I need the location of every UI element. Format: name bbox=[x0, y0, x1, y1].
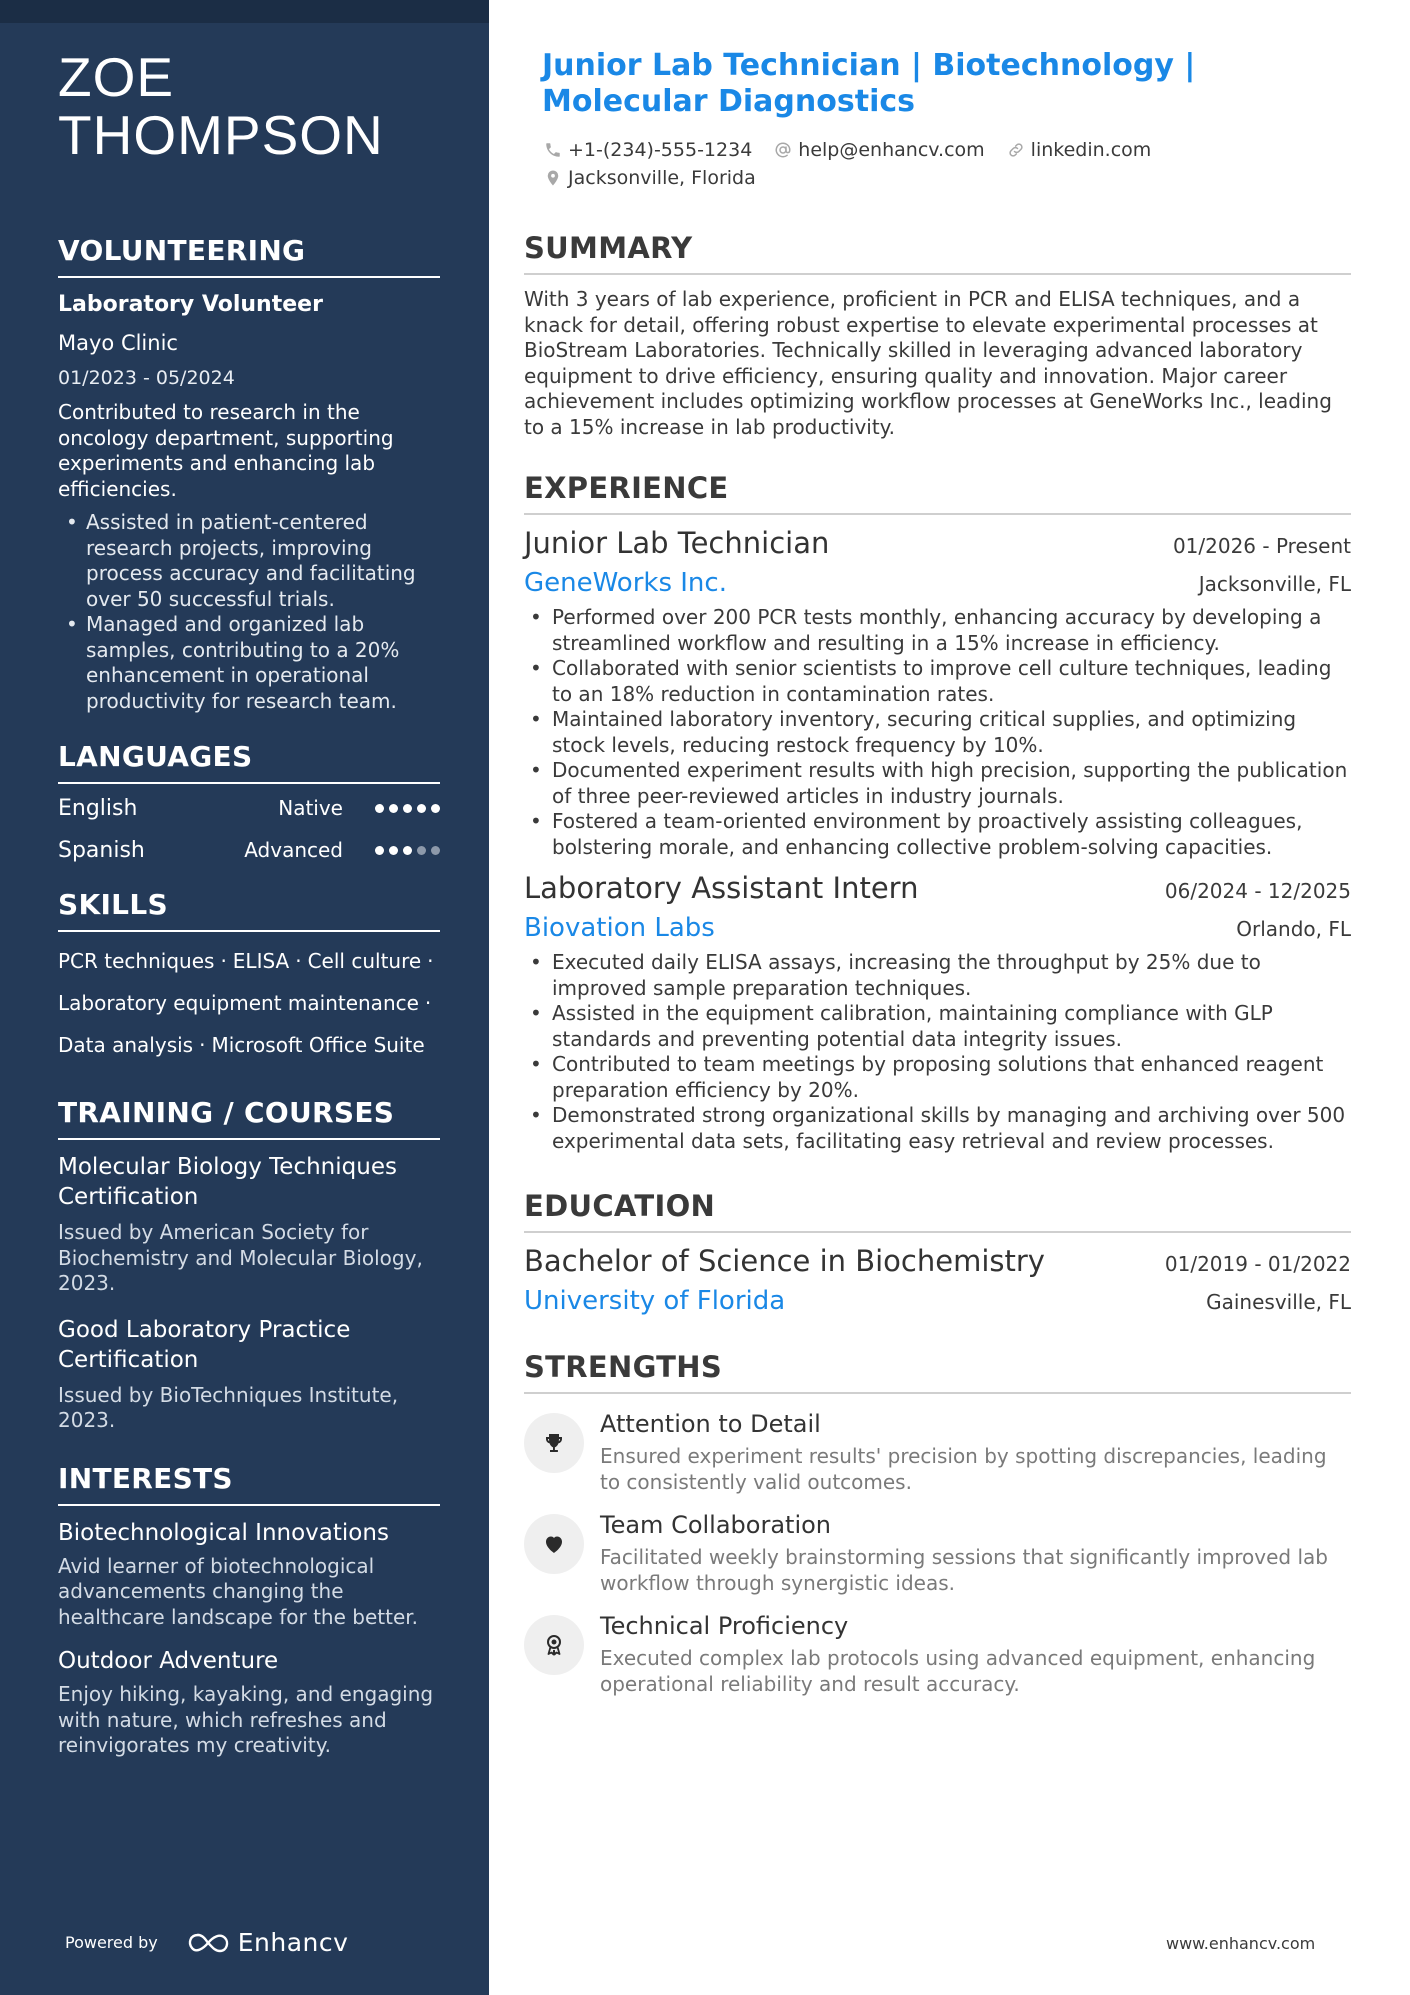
job-location: Jacksonville, FL bbox=[1198, 572, 1351, 596]
award-icon bbox=[524, 1615, 584, 1675]
rating-dot-filled bbox=[403, 846, 412, 855]
strengths-section bbox=[524, 1349, 1351, 1697]
language-level: Advanced bbox=[244, 838, 343, 862]
job-company: Biovation Labs bbox=[524, 913, 715, 943]
job-bullet: • Maintained laboratory inventory, securing critical supplies, and optimizing stock levels, reducing restock frequency by 10%. bbox=[524, 707, 1351, 758]
interests-heading: INTERESTS bbox=[58, 1462, 440, 1506]
job-dates: 06/2024 - 12/2025 bbox=[1164, 879, 1351, 903]
course-description: Issued by BioTechniques Institute, 2023. bbox=[58, 1382, 399, 1432]
strength-item bbox=[524, 1509, 1351, 1596]
school-location: Gainesville, FL bbox=[1206, 1290, 1351, 1314]
location-pin-icon bbox=[544, 168, 562, 188]
volunteer-bullet: • Assisted in patient-centered research projects, improving process accuracy and facilitating over 50 successful trials. bbox=[58, 510, 440, 612]
rating-dot-filled bbox=[375, 846, 384, 855]
heart-icon bbox=[524, 1514, 584, 1574]
job-bullet: • Documented experiment results with high precision, supporting the publication of three peer-reviewed articles in industry journals. bbox=[524, 758, 1351, 809]
trophy-icon bbox=[524, 1413, 584, 1473]
contact-info bbox=[544, 136, 1351, 192]
volunteering-heading: VOLUNTEERING bbox=[58, 234, 440, 278]
course-description: Issued by American Society for Biochemistry and Molecular Biology, 2023. bbox=[58, 1220, 423, 1295]
volunteer-bullet: • Managed and organized lab samples, contributing to a 20% enhancement in operational productivity for research team. bbox=[58, 612, 440, 714]
training-section bbox=[58, 1096, 440, 1434]
experience-heading: EXPERIENCE bbox=[524, 470, 1351, 515]
first-name: ZOE bbox=[58, 46, 175, 108]
enhancv-logo-icon bbox=[186, 1931, 230, 1955]
location-text: Jacksonville, Florida bbox=[568, 167, 756, 189]
interest-title: Outdoor Adventure bbox=[58, 1648, 279, 1674]
degree-title: Bachelor of Science in Biochemistry bbox=[524, 1244, 1045, 1278]
rating-dot-filled bbox=[403, 804, 412, 813]
skill-item: Cell culture bbox=[307, 949, 422, 973]
email-contact[interactable] bbox=[774, 139, 984, 161]
job-title: Junior Lab Technician bbox=[524, 526, 830, 560]
interest-description: Enjoy hiking, kayaking, and engaging with nature, which refreshes and reinvigorates my creativity. bbox=[58, 1682, 434, 1757]
rating-dot-filled bbox=[431, 804, 440, 813]
sidebar-top-bar bbox=[0, 0, 489, 23]
skill-item: Laboratory equipment maintenance bbox=[58, 991, 419, 1015]
job-company: GeneWorks Inc. bbox=[524, 568, 727, 598]
phone-contact[interactable] bbox=[544, 139, 752, 161]
summary-heading: SUMMARY bbox=[524, 230, 1351, 275]
course-title: Molecular Biology Techniques Certification bbox=[58, 1154, 397, 1210]
job-bullets bbox=[524, 605, 1351, 860]
phone-number: +1-(234)-555-1234 bbox=[568, 139, 753, 161]
skill-item: Data analysis bbox=[58, 1033, 194, 1057]
strength-title: Technical Proficiency bbox=[600, 1612, 849, 1640]
job-headline: Junior Lab Technician | Biotechnology | Molecular Diagnostics bbox=[542, 48, 1196, 119]
skill-separator: · bbox=[427, 949, 434, 973]
powered-by bbox=[65, 1928, 348, 1957]
skill-item: ELISA bbox=[232, 949, 290, 973]
job-dates: 01/2026 - Present bbox=[1172, 534, 1351, 558]
education-section bbox=[524, 1188, 1351, 1317]
strength-description: Facilitated weekly brainstorming sessions that significantly improved lab workflow through synergistic ideas. bbox=[600, 1545, 1328, 1595]
job-bullet: • Executed daily ELISA assays, increasing the throughput by 25% due to improved sample preparation techniques. bbox=[524, 950, 1351, 1001]
education-dates: 01/2019 - 01/2022 bbox=[1164, 1252, 1351, 1276]
language-rating bbox=[375, 846, 440, 855]
strength-description: Executed complex lab protocols using advanced equipment, enhancing operational reliability and result accuracy. bbox=[600, 1646, 1316, 1696]
job-bullets bbox=[524, 950, 1351, 1154]
skills-list bbox=[58, 940, 440, 1066]
main-content bbox=[524, 48, 1351, 1697]
last-name: THOMPSON bbox=[58, 104, 384, 166]
school-name: University of Florida bbox=[524, 1286, 786, 1316]
strength-title: Attention to Detail bbox=[600, 1410, 821, 1438]
candidate-name bbox=[58, 48, 440, 164]
job-bullet: • Collaborated with senior scientists to improve cell culture techniques, leading to an 18% reduction in contamination rates. bbox=[524, 656, 1351, 707]
language-name: English bbox=[58, 795, 138, 821]
skill-separator: · bbox=[295, 949, 302, 973]
sidebar bbox=[0, 0, 489, 1995]
job-bullet: • Performed over 200 PCR tests monthly, enhancing accuracy by developing a streamlined workflow and resulting in a 15% increase in efficiency. bbox=[524, 605, 1351, 656]
language-rating bbox=[375, 804, 440, 813]
language-name: Spanish bbox=[58, 837, 145, 863]
strength-item bbox=[524, 1610, 1351, 1697]
rating-dot-empty bbox=[431, 846, 440, 855]
volunteering-section bbox=[58, 234, 440, 714]
skills-section bbox=[58, 888, 440, 1066]
job-location: Orlando, FL bbox=[1236, 917, 1351, 941]
education-heading: EDUCATION bbox=[524, 1188, 1351, 1233]
location-contact bbox=[544, 167, 756, 189]
linkedin-link: linkedin.com bbox=[1030, 139, 1152, 161]
footer-website-link[interactable]: www.enhancv.com bbox=[1166, 1934, 1316, 1953]
skill-item: PCR techniques bbox=[58, 949, 215, 973]
interest-description: Avid learner of biotechnological advancements changing the healthcare landscape for the better. bbox=[58, 1553, 418, 1629]
language-row bbox=[58, 834, 440, 866]
email-address: help@enhancv.com bbox=[798, 139, 985, 161]
interests-section bbox=[58, 1462, 440, 1759]
languages-heading: LANGUAGES bbox=[58, 740, 440, 784]
rating-dot-filled bbox=[375, 804, 384, 813]
strength-item bbox=[524, 1408, 1351, 1495]
rating-dot-filled bbox=[417, 804, 426, 813]
training-heading: TRAINING / COURSES bbox=[58, 1096, 440, 1140]
summary-section bbox=[524, 230, 1351, 440]
job-bullet: • Demonstrated strong organizational skills by managing and archiving over 500 experimental data sets, facilitating easy retrieval and review processes. bbox=[524, 1103, 1351, 1154]
powered-by-label: Powered by bbox=[65, 1933, 158, 1952]
linkedin-contact[interactable] bbox=[1007, 139, 1152, 161]
experience-section bbox=[524, 470, 1351, 1154]
at-icon bbox=[774, 141, 792, 159]
phone-icon bbox=[544, 141, 562, 159]
volunteer-role: Laboratory Volunteer bbox=[58, 292, 323, 317]
rating-dot-empty bbox=[417, 846, 426, 855]
enhancv-logo[interactable] bbox=[186, 1928, 349, 1957]
skill-separator: · bbox=[220, 949, 227, 973]
job-title: Laboratory Assistant Intern bbox=[524, 871, 919, 905]
language-row bbox=[58, 792, 440, 824]
volunteer-dates: 01/2023 - 05/2024 bbox=[58, 367, 235, 389]
job-bullet: • Fostered a team-oriented environment by proactively assisting colleagues, bolstering morale, and enhancing collective problem-solving capacities. bbox=[524, 809, 1351, 860]
job-bullet: • Contributed to team meetings by proposing solutions that enhanced reagent preparation efficiency by 20%. bbox=[524, 1052, 1351, 1103]
rating-dot-filled bbox=[389, 846, 398, 855]
volunteer-organization: Mayo Clinic bbox=[58, 331, 178, 355]
course-title: Good Laboratory Practice Certification bbox=[58, 1316, 351, 1373]
skill-separator: · bbox=[424, 991, 432, 1015]
languages-section bbox=[58, 740, 440, 866]
volunteer-description: Contributed to research in the oncology department, supporting experiments and enhancing lab efficiencies. bbox=[58, 400, 394, 501]
link-icon bbox=[1007, 141, 1025, 159]
skill-item: Microsoft Office Suite bbox=[211, 1033, 425, 1057]
strength-title: Team Collaboration bbox=[600, 1511, 832, 1539]
strength-description: Ensured experiment results' precision by spotting discrepancies, leading to consistently valid outcomes. bbox=[600, 1444, 1327, 1494]
job-bullet: • Assisted in the equipment calibration, maintaining compliance with GLP standards and preventing potential data integrity issues. bbox=[524, 1001, 1351, 1052]
skills-heading: SKILLS bbox=[58, 888, 440, 932]
job-entry bbox=[524, 870, 1351, 1154]
volunteer-bullets bbox=[58, 510, 440, 714]
enhancv-wordmark: Enhancv bbox=[237, 1928, 349, 1957]
strengths-heading: STRENGTHS bbox=[524, 1349, 1351, 1394]
summary-text: With 3 years of lab experience, proficient in PCR and ELISA techniques, and a knack for detail, offering robust expertise to elevate experimental processes at BioStream Laboratories. Technically skilled in leveraging advanced laboratory equipment to drive efficiency, ensuring quality and innovation. Major career achievement includes optimizing workflow processes at GeneWorks Inc., leading to a 15% increase in lab productivity. bbox=[524, 287, 1332, 439]
rating-dot-filled bbox=[389, 804, 398, 813]
interest-title: Biotechnological Innovations bbox=[58, 1519, 389, 1546]
skill-separator: · bbox=[199, 1033, 206, 1057]
job-entry bbox=[524, 525, 1351, 860]
language-level: Native bbox=[278, 796, 343, 820]
